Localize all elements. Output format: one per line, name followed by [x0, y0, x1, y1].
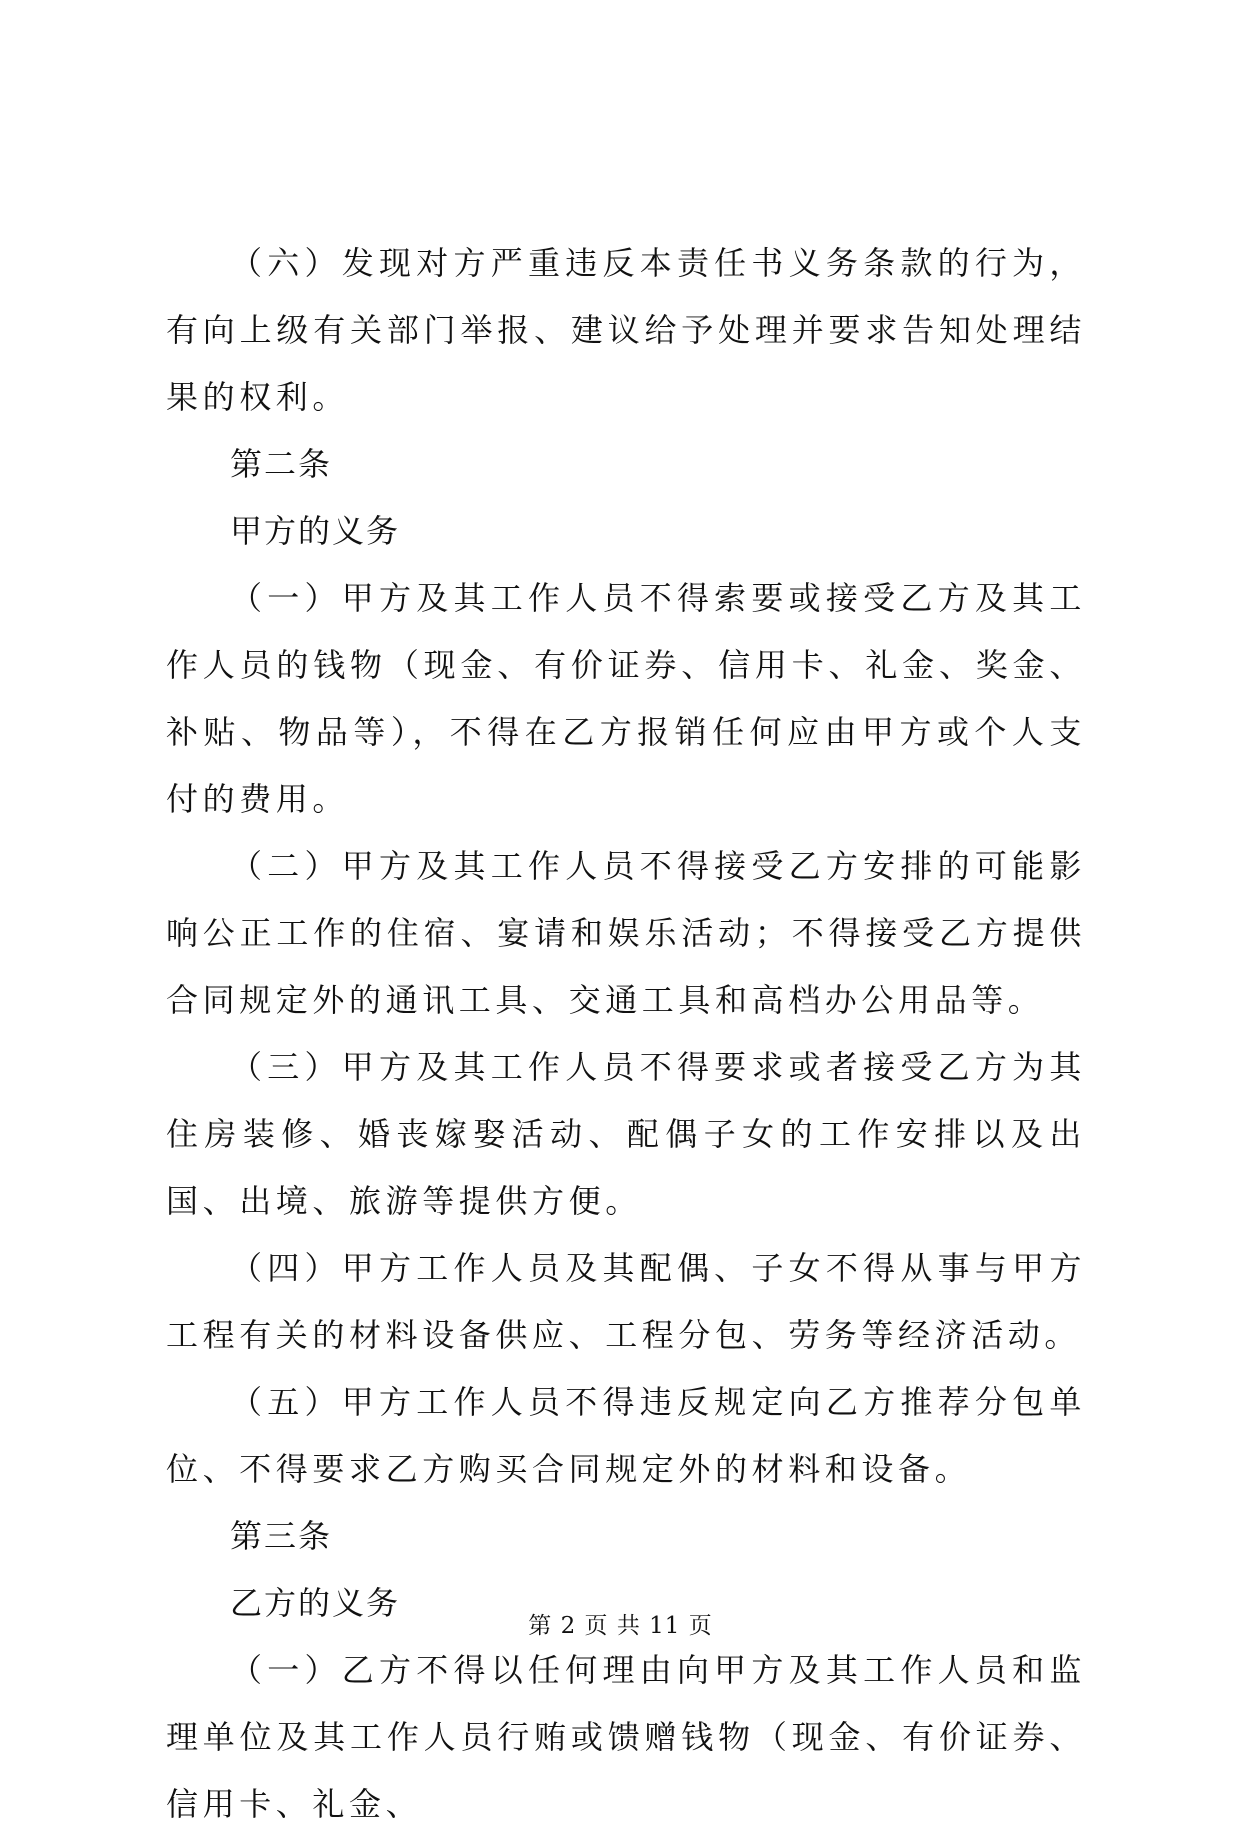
article-2-heading: 第二条 — [230, 445, 333, 483]
party-a-obligations-heading: 甲方的义务 — [230, 512, 401, 550]
paragraph-a-obligation-1: （一）甲方及其工作人员不得索要或接受乙方及其工作人员的钱物（现金、有价证券、信用卡、礼金、奖金、补贴、物品等），不得在乙方报销任何应由甲方或个人支付的费用。 — [166, 579, 1086, 818]
page-number-footer: 第 2 页 共 11 页 — [528, 1613, 713, 1639]
paragraph-rights-6: （六）发现对方严重违反本责任书义务条款的行为，有向上级有关部门举报、建议给予处理并要求告知处理结果的权利。 — [166, 244, 1086, 416]
party-b-obligations-heading: 乙方的义务 — [230, 1584, 401, 1622]
article-3-heading: 第三条 — [230, 1517, 333, 1555]
paragraph-b-obligation-1: （一）乙方不得以任何理由向甲方及其工作人员和监理单位及其工作人员行贿或馈赠钱物（现金、有价证券、信用卡、礼金、 — [166, 1651, 1086, 1823]
paragraph-a-obligation-5: （五）甲方工作人员不得违反规定向乙方推荐分包单位、不得要求乙方购买合同规定外的材料和设备。 — [166, 1383, 1086, 1488]
paragraph-a-obligation-4: （四）甲方工作人员及其配偶、子女不得从事与甲方工程有关的材料设备供应、工程分包、劳务等经济活动。 — [166, 1249, 1086, 1354]
paragraph-a-obligation-2: （二）甲方及其工作人员不得接受乙方安排的可能影响公正工作的住宿、宴请和娱乐活动；不得接受乙方提供合同规定外的通讯工具、交通工具和高档办公用品等。 — [166, 847, 1086, 1019]
document-body — [166, 230, 1086, 1838]
paragraph-a-obligation-3: （三）甲方及其工作人员不得要求或者接受乙方为其住房装修、婚丧嫁娶活动、配偶子女的工作安排以及出国、出境、旅游等提供方便。 — [166, 1048, 1086, 1220]
